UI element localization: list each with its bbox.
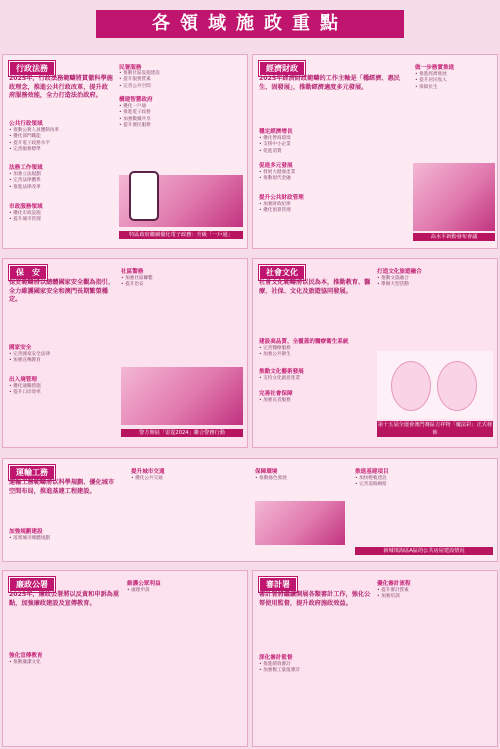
mascot-image xyxy=(377,351,493,419)
section-tag: 社會文化 xyxy=(259,265,305,280)
page-header xyxy=(0,0,500,42)
bullet-list: • 加強立法規劃 • 完善法律體系 • 推進法律改革 xyxy=(9,172,41,190)
section-tag: 經濟財政 xyxy=(259,61,305,76)
bullet-list: • 推進經濟發展 • 提升居民收入 • 保障民生 xyxy=(415,72,447,90)
section-admin xyxy=(2,54,248,249)
bullet-list: • 完善醫療服務 • 加強公共衛生 xyxy=(259,346,291,358)
section-tag: 保 安 xyxy=(9,265,47,280)
subheading: 做一步務實推進 xyxy=(415,65,455,71)
section-lead: 2025年經濟財政範疇的工作主軸是「穩經濟、惠民生、固發展」，推動經濟適度多元發展。 xyxy=(259,75,400,91)
section-social xyxy=(252,258,498,448)
subheading: 打造文化旅遊融合 xyxy=(377,269,422,275)
subheading: 提升城市交通 xyxy=(131,469,165,475)
photo-caption: 新城填海區A區的公共房屋建設情況 xyxy=(355,547,493,555)
subheading: 社區警務 xyxy=(121,269,144,275)
photo-caption: 第十五屆全運會澳門賽區吉祥物「魔法彩」正式發佈 xyxy=(377,422,493,436)
photo-caption: 特區政府繼續優化電子政務：升級「一戶通」 xyxy=(119,231,243,239)
subheading: 深化審計監督 xyxy=(259,655,293,661)
subheading: 強化宣傳教育 xyxy=(9,653,43,659)
mascot-left xyxy=(391,361,431,411)
bullet-list: • 加強財政紀律 • 優化預算管理 xyxy=(259,202,291,214)
mascot-right xyxy=(437,361,477,411)
subheading: 促進多元發展 xyxy=(259,163,293,169)
section-cccac xyxy=(2,570,248,747)
section-lead: 社會文化範疇將以民為本，推動教育、醫療、社保、文化及旅遊協同發展。 xyxy=(259,279,371,295)
subheading: 穩定經濟增長 xyxy=(259,129,293,135)
photo-housing xyxy=(255,501,345,545)
bullet-list: • 推動廉潔文化 xyxy=(9,660,41,665)
section-transport xyxy=(2,458,498,562)
section-tag: 行政法務 xyxy=(9,61,55,76)
subheading: 市政服務領域 xyxy=(9,204,43,210)
subheading: 完善社會保障 xyxy=(259,391,293,397)
section-economy xyxy=(252,54,498,249)
section-lead: 保安範疇將以總體國家安全觀為指引，全力維護國家安全和澳門長期繁榮穩定。 xyxy=(9,279,115,304)
section-security xyxy=(2,258,248,448)
phone-image xyxy=(129,171,159,221)
section-lead: 審計署將繼續開展各類審計工作，強化公帑使用監督，提升政府施政效益。 xyxy=(259,591,371,607)
subheading: 建設高品質、全覆蓋的醫療衛生系統 xyxy=(259,339,349,345)
subheading: 國家安全 xyxy=(9,345,32,351)
bullet-list: • 推動文旅融合 • 舉辦大型活動 xyxy=(377,276,409,288)
bullet-list: • 支持文化創意產業 xyxy=(259,376,300,381)
subheading: 維護公眾利益 xyxy=(127,581,161,587)
subheading: 公共行政領域 xyxy=(9,121,43,127)
section-lead: 2025年，廉政公署將以反貪和申訴為重點，加強廉政建設及宣傳教育。 xyxy=(9,591,120,607)
subheading: 民署服務 xyxy=(119,65,142,71)
bullet-list: • 加強長者服務 xyxy=(259,398,291,403)
photo-conference xyxy=(413,163,495,231)
bullet-list: • 加強社區聯繫 • 提升治安 xyxy=(121,276,153,288)
subheading: 出入境管理 xyxy=(9,377,37,383)
bullet-list: • 優化市政設施 • 提升城市管理 xyxy=(9,211,41,223)
subheading: 加強規劃建設 xyxy=(9,529,43,535)
photo-caption: 警方開展「雷霆2024」聯合警務行動 xyxy=(121,429,243,437)
subheading: 保障環境 xyxy=(255,469,278,475)
bullet-list: • 推動綠色發展 xyxy=(255,476,287,481)
bullet-list: • 優化營商環境 • 支援中小企業 • 促進消費 xyxy=(259,136,291,154)
page-title: 各領域施政重點 xyxy=(96,10,404,38)
section-tag: 審計署 xyxy=(259,577,297,592)
subheading: 推動文化藝術發展 xyxy=(259,369,304,375)
subheading: 提升公共財政管理 xyxy=(259,195,304,201)
bullet-list: • 優化通關措施 • 提升口岸效率 xyxy=(9,384,41,396)
bullet-list: • 推進績效審計 • 加強衡工量值審計 xyxy=(259,662,300,674)
bullet-list: • 完善國家安全法律 • 加強宣傳教育 xyxy=(9,352,50,364)
section-lead: 2025年，行政法務範疇將貫徹科學施政理念，推進公共行政改革，提升政府服務效能，全力打造法治政府。 xyxy=(9,75,113,100)
section-tag: 廉政公署 xyxy=(9,577,55,592)
photo-caption: 高水平新動發布會議 xyxy=(413,233,495,241)
bullet-list: • 優化公共交通 xyxy=(131,476,163,481)
bullet-list: • 加快輕軌建設 • 完善道路網絡 xyxy=(355,476,387,488)
bullet-list: • 發展大健康產業 • 推動現代金融 xyxy=(259,170,296,182)
subheading: 構建智慧政府 xyxy=(119,97,153,103)
subheading: 優化審計流程 xyxy=(377,581,411,587)
bullet-list: • 優化一戶通 • 推進電子政務 • 加強數據共享 • 提升便民服務 xyxy=(119,104,151,129)
subheading: 推進基建項目 xyxy=(355,469,389,475)
section-lead: 運輸工務範疇將以科學規劃、優化城市空間布局，推進基建工程建設。 xyxy=(9,479,115,495)
section-audit xyxy=(252,570,498,747)
photo-police xyxy=(121,367,243,425)
bullet-list: • 處理申訴 xyxy=(127,588,150,593)
section-tag: 運輸工務 xyxy=(9,465,55,480)
subheading: 法務工作領域 xyxy=(9,165,43,171)
bullet-list: • 推動公務人員體制改革 • 優化部門職能 • 提升電子政務水平 • 完善服務標準 xyxy=(9,128,60,153)
bullet-list: • 提升審計質素 • 加強培訓 xyxy=(377,588,409,600)
bullet-list: • 推動社區設施建設 • 提升服務質素 • 完善公共空間 xyxy=(119,71,160,89)
bullet-list: • 落實城市總體規劃 xyxy=(9,536,50,541)
